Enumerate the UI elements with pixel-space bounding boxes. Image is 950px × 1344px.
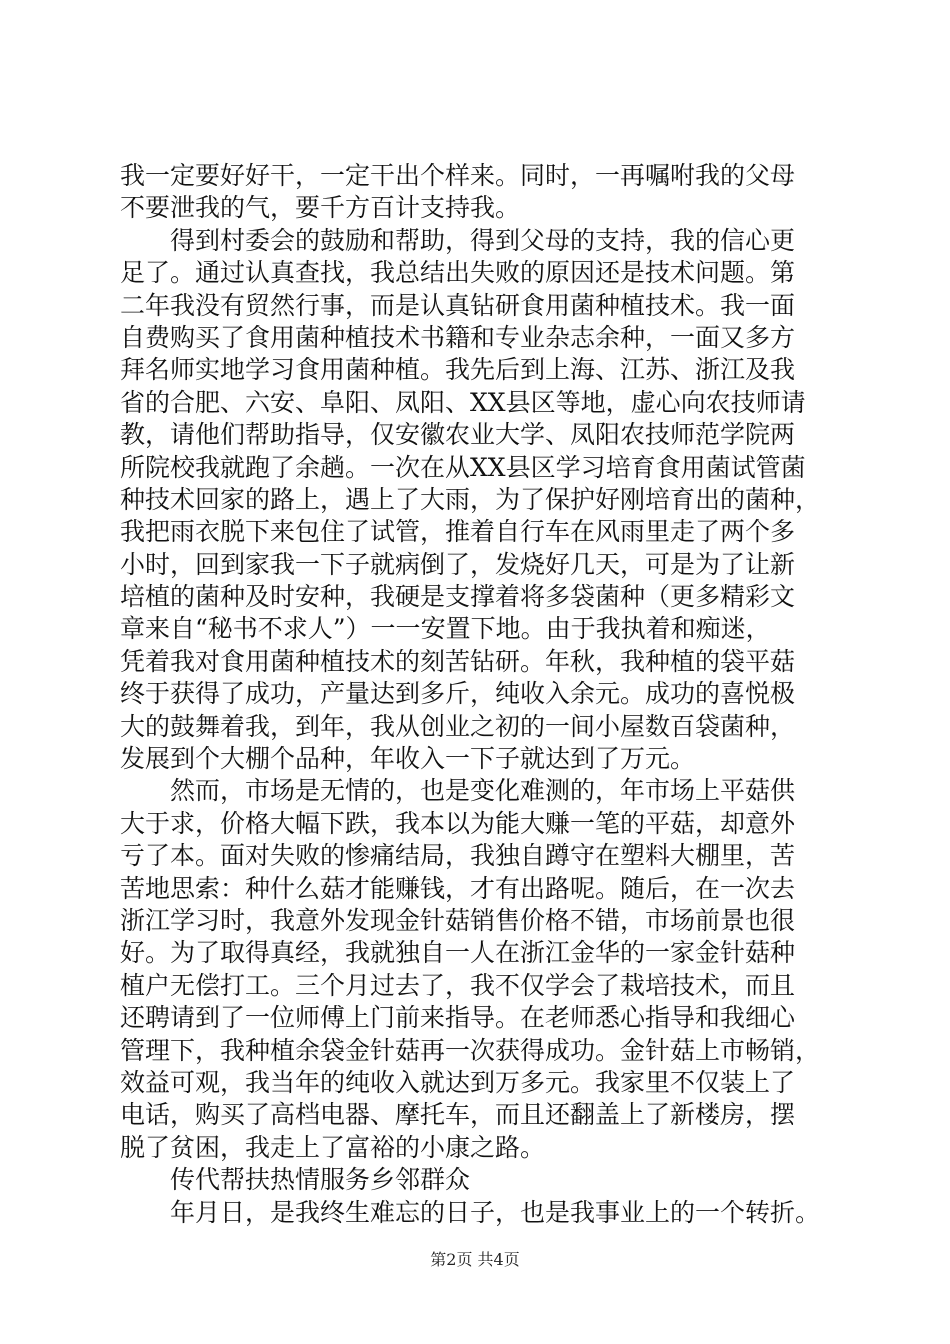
- text-line: 不要泄我的气，要千方百计支持我。: [120, 193, 521, 223]
- text-line: 我把雨衣脱下来包住了试管，推着自行车在风雨里走了两个多: [120, 517, 796, 547]
- text-line: 还聘请到了一位师傅上门前来指导。在老师悉心指导和我细心: [120, 1003, 796, 1033]
- text-line: 脱了贫困，我走上了富裕的小康之路。: [120, 1132, 546, 1162]
- text-line: 拜名师实地学习食用菌种植。我先后到上海、江苏、浙江及我: [120, 355, 796, 385]
- page-number: 第2页 共4页: [430, 1250, 520, 1269]
- text-line: 自费购买了食用菌种植技术书籍和专业杂志余种，一面又多方: [120, 322, 796, 352]
- section-heading: 传代帮扶热情服务乡邻群众: [170, 1165, 471, 1195]
- text-line: 所院校我就跑了余趟。一次在从XX县区学习培育食用菌试管菌: [120, 452, 806, 482]
- paragraph-start-line: 得到村委会的鼓励和帮助，得到父母的支持，我的信心更: [170, 225, 796, 255]
- text-line: 小时，回到家我一下子就病倒了，发烧好几天，可是为了让新: [120, 549, 796, 579]
- text-line: 管理下，我种植余袋金针菇再一次获得成功。金针菇上市畅销，: [120, 1035, 821, 1065]
- text-line: 苦地思索：种什么菇才能赚钱，才有出路呢。随后，在一次去: [120, 873, 796, 903]
- body-text: [120, 160, 852, 1229]
- text-line: 亏了本。面对失败的惨痛结局，我独自蹲守在塑料大棚里，苦: [120, 841, 796, 871]
- text-line: 凭着我对食用菌种植技术的刻苦钻研。年秋，我种植的袋平菇: [120, 646, 796, 676]
- text-line: 章来自“秘书不求人”）一一安置下地。由于我执着和痴迷，: [120, 614, 771, 644]
- text-line: 我一定要好好干，一定干出个样来。同时，一再嘱咐我的父母: [120, 161, 796, 190]
- text-line: 浙江学习时，我意外发现金针菇销售价格不错，市场前景也很: [120, 905, 796, 935]
- text-line: 终于获得了成功，产量达到多斤，纯收入余元。成功的喜悦极: [120, 679, 796, 709]
- text-line: 种技术回家的路上，遇上了大雨，为了保护好刚培育出的菌种，: [120, 484, 821, 514]
- paragraph-start-line: 年月日，是我终生难忘的日子，也是我事业上的一个转折。: [170, 1197, 821, 1227]
- text-line: 电话，购买了高档电器、摩托车，而且还翻盖上了新楼房，摆: [120, 1100, 796, 1130]
- page-footer: [0, 1250, 950, 1270]
- text-line: 好。为了取得真经，我就独自一人在浙江金华的一家金针菇种: [120, 938, 796, 968]
- text-line: 大的鼓舞着我，到年，我从创业之初的一间小屋数百袋菌种，: [120, 711, 796, 741]
- text-line: 教，请他们帮助指导，仅安徽农业大学、凤阳农技师范学院两: [120, 420, 796, 450]
- paragraph-start-line: 然而，市场是无情的，也是变化难测的，年市场上平菇供: [170, 776, 796, 806]
- text-line: 足了。通过认真查找，我总结出失败的原因还是技术问题。第: [120, 258, 796, 288]
- text-line: 效益可观，我当年的纯收入就达到万多元。我家里不仅装上了: [120, 1067, 796, 1097]
- text-line: 省的合肥、六安、阜阳、凤阳、XX县区等地，虚心向农技师请: [120, 387, 806, 417]
- text-line: 培植的菌种及时安种，我硬是支撑着将多袋菌种（更多精彩文: [120, 582, 796, 612]
- text-line: 发展到个大棚个品种，年收入一下子就达到了万元。: [120, 744, 696, 774]
- text-line: 植户无偿打工。三个月过去了，我不仅学会了栽培技术，而且: [120, 970, 796, 1000]
- text-line: 二年我没有贸然行事，而是认真钻研食用菌种植技术。我一面: [120, 290, 796, 320]
- text-line: 大于求，价格大幅下跌，我本以为能大赚一笔的平菇，却意外: [120, 808, 796, 838]
